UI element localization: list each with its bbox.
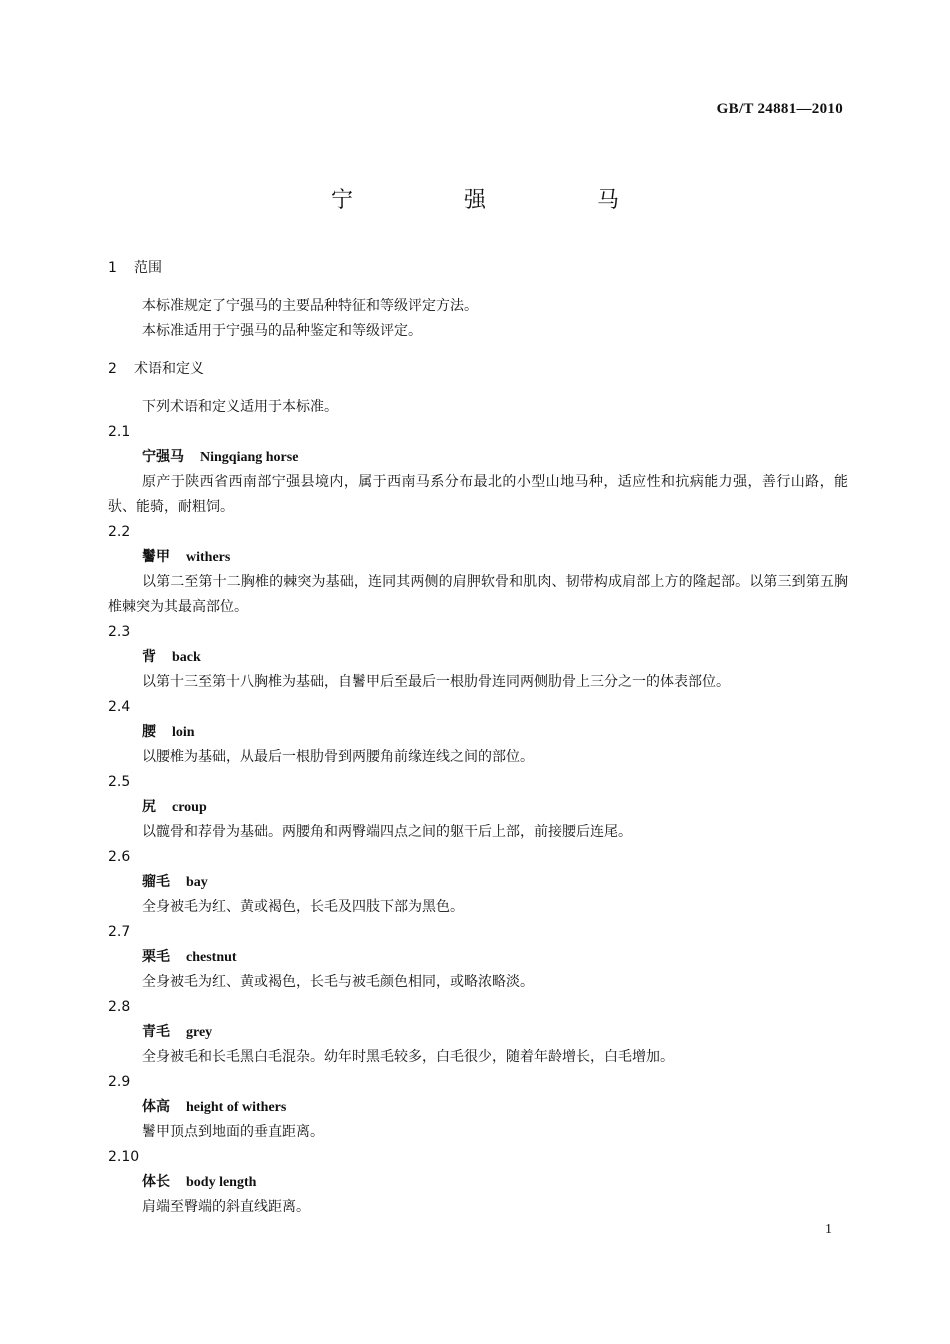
term-heading: [108, 945, 848, 970]
term-heading: [108, 795, 848, 820]
clause-number: 2.10: [108, 1149, 140, 1165]
term-entry: [108, 1145, 848, 1220]
term-heading: [108, 1170, 848, 1195]
section-title: 术语和定义: [134, 361, 204, 377]
term-english: withers: [186, 550, 231, 565]
clause-number: 2.3: [108, 624, 131, 640]
term-entry: [108, 520, 848, 620]
section-1-heading: [108, 256, 848, 281]
document-body: [108, 256, 848, 1220]
term-english: loin: [172, 725, 195, 740]
term-definition: 以腰椎为基础，从最后一根肋骨到两腰角前缘连线之间的部位。: [142, 749, 534, 765]
term-chinese: 尻: [142, 799, 156, 815]
clause-number: 2.9: [108, 1074, 131, 1090]
clause-number: 2.8: [108, 999, 131, 1015]
clause-number: 2.6: [108, 849, 131, 865]
term-chinese: 宁强马: [142, 449, 184, 465]
term-chinese: 腰: [142, 724, 156, 740]
term-heading: [108, 720, 848, 745]
term-definition: 肩端至臀端的斜直线距离。: [142, 1199, 310, 1215]
page-number: 1: [825, 1222, 832, 1237]
term-heading: [108, 545, 848, 570]
document-title: 宁 强 马: [331, 188, 671, 213]
term-heading: [108, 645, 848, 670]
term-entry: [108, 920, 848, 995]
term-entry: [108, 420, 848, 520]
term-chinese: 骝毛: [142, 874, 170, 890]
term-chinese: 背: [142, 649, 156, 665]
standard-code: GB/T 24881—2010: [716, 101, 843, 117]
term-english: croup: [172, 800, 207, 815]
term-chinese: 青毛: [142, 1024, 170, 1040]
clause-number: 2.1: [108, 424, 131, 440]
term-entry: [108, 770, 848, 845]
clause-number: 2.2: [108, 524, 131, 540]
term-chinese: 体长: [142, 1174, 170, 1190]
term-entry: [108, 995, 848, 1070]
term-english: height of withers: [186, 1100, 287, 1115]
term-definition: 以髋骨和荐骨为基础。两腰角和两臀端四点之间的躯干后上部，前接腰后连尾。: [142, 824, 632, 840]
term-chinese: 鬐甲: [142, 549, 170, 565]
section-number: 2: [108, 361, 117, 377]
term-heading: [108, 1020, 848, 1045]
clause-number: 2.5: [108, 774, 131, 790]
term-entry: [108, 845, 848, 920]
term-english: body length: [186, 1175, 257, 1190]
section-2-heading: [108, 357, 848, 382]
term-definition: 以第十三至第十八胸椎为基础，自鬐甲后至最后一根肋骨连同两侧肋骨上三分之一的体表部位。: [142, 674, 730, 690]
paragraph: 本标准适用于宁强马的品种鉴定和等级评定。: [142, 323, 422, 339]
clause-number: 2.7: [108, 924, 131, 940]
term-entry: [108, 1070, 848, 1145]
term-heading: [108, 1095, 848, 1120]
term-definition: 全身被毛和长毛黑白毛混杂。幼年时黑毛较多，白毛很少，随着年龄增长，白毛增加。: [142, 1049, 674, 1065]
term-english: chestnut: [186, 950, 237, 965]
section-title: 范围: [134, 260, 162, 276]
term-definition: 鬐甲顶点到地面的垂直距离。: [142, 1124, 324, 1140]
term-entry: [108, 620, 848, 695]
term-english: Ningqiang horse: [200, 450, 299, 465]
term-chinese: 栗毛: [142, 949, 170, 965]
term-english: bay: [186, 875, 208, 890]
clause-number: 2.4: [108, 699, 131, 715]
paragraph: 下列术语和定义适用于本标准。: [142, 399, 338, 415]
section-number: 1: [108, 260, 117, 276]
term-english: back: [172, 650, 201, 665]
term-heading: [108, 870, 848, 895]
term-definition: 全身被毛为红、黄或褐色，长毛与被毛颜色相同，或略浓略淡。: [142, 974, 534, 990]
term-definition: 原产于陕西省西南部宁强县境内，属于西南马系分布最北的小型山地马种，适应性和抗病能力强，善行山路，能驮、能骑，耐粗饲。: [108, 474, 848, 515]
term-english: grey: [186, 1025, 213, 1040]
term-entry: [108, 695, 848, 770]
term-definition: 以第二至第十二胸椎的棘突为基础，连同其两侧的肩胛软骨和肌肉、韧带构成肩部上方的隆起部。以第三到第五胸椎棘突为其最高部位。: [108, 574, 848, 615]
term-definition: 全身被毛为红、黄或褐色，长毛及四肢下部为黑色。: [142, 899, 464, 915]
term-heading: [108, 445, 848, 470]
term-chinese: 体高: [142, 1099, 170, 1115]
paragraph: 本标准规定了宁强马的主要品种特征和等级评定方法。: [142, 298, 478, 314]
